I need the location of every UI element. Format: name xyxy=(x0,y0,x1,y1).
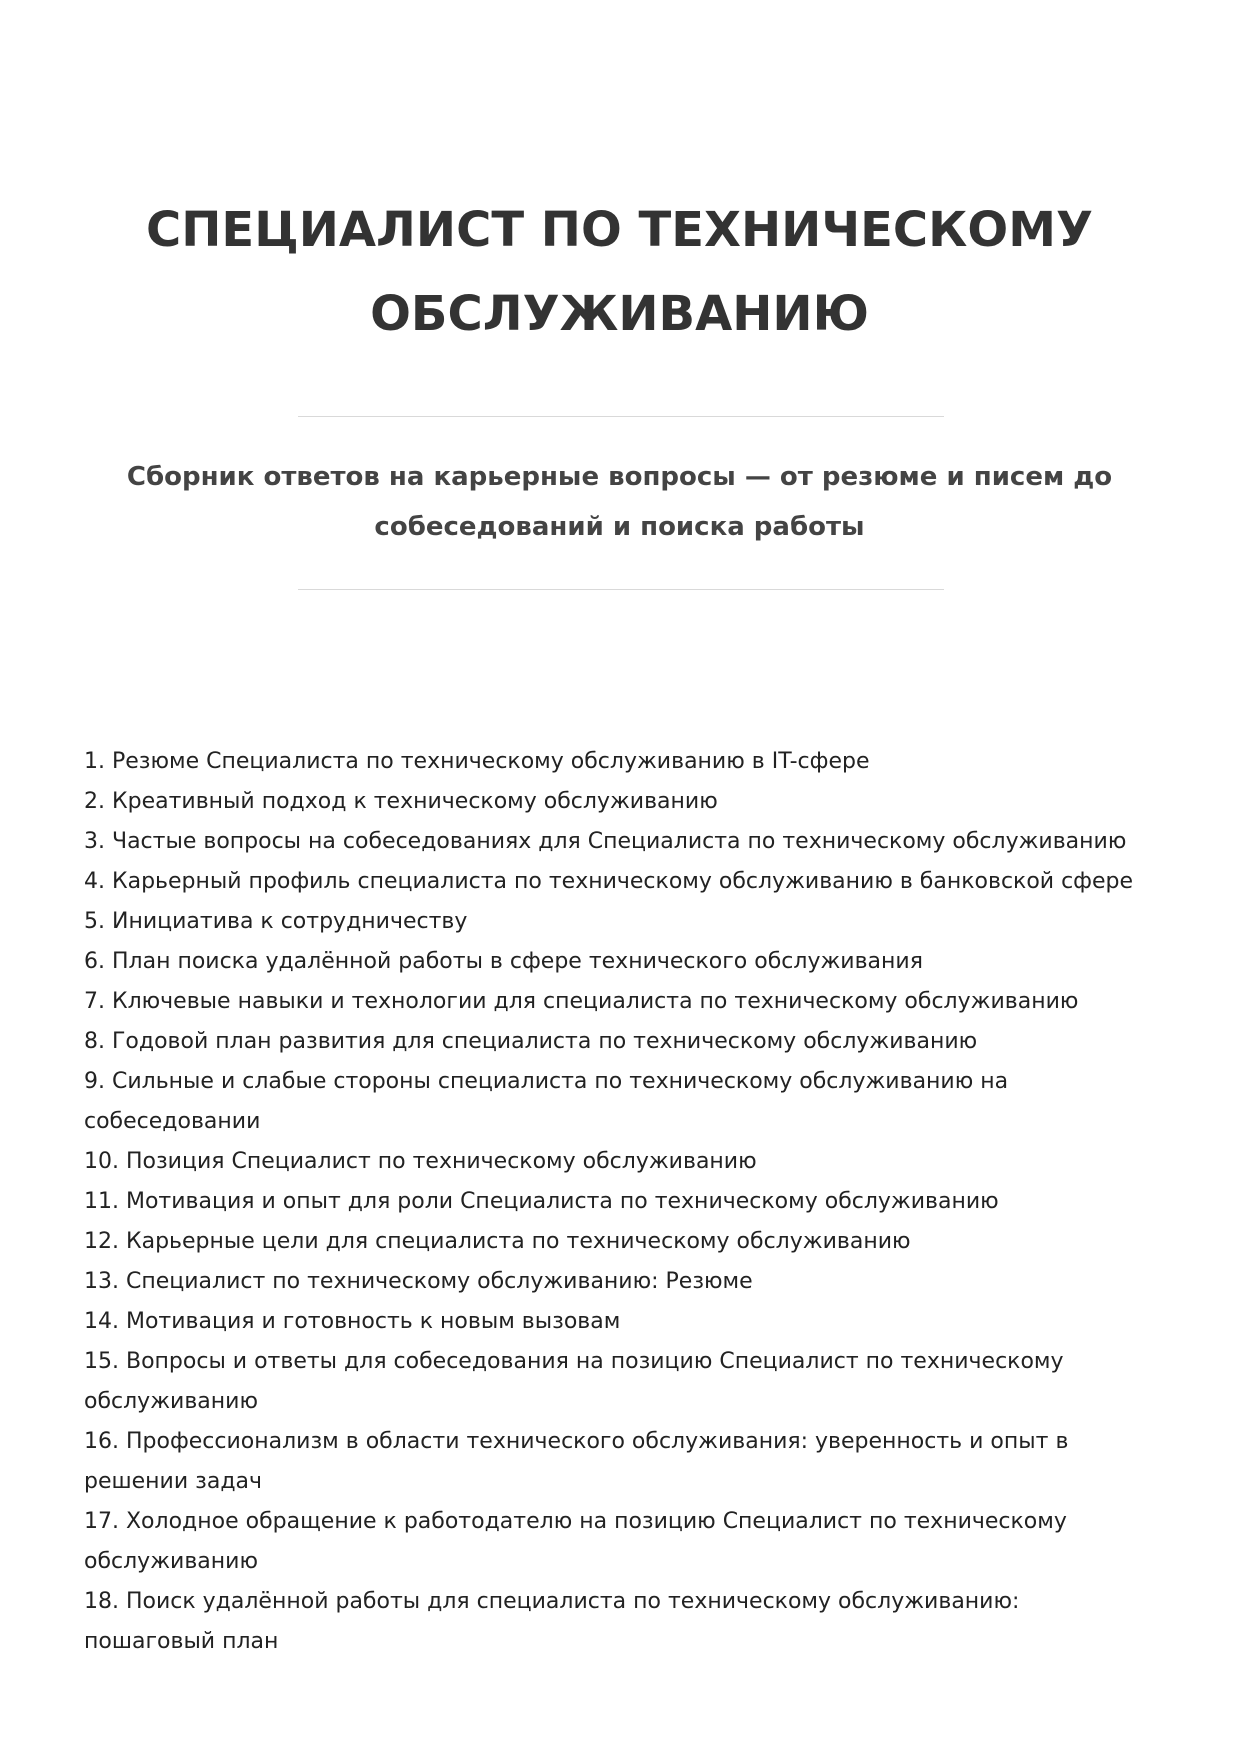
toc-item: 6. План поиска удалённой работы в сфере технического обслуживания xyxy=(84,949,923,974)
bottom-divider xyxy=(298,589,944,590)
toc-item: 4. Карьерный профиль специалиста по техническому обслуживанию в банковской сфере xyxy=(84,869,1134,894)
table-of-contents xyxy=(84,742,1154,1662)
toc-item: 7. Ключевые навыки и технологии для специалиста по техническому обслуживанию xyxy=(84,989,1079,1014)
toc-item: 11. Мотивация и опыт для роли Специалиста по техническому обслуживанию xyxy=(84,1189,999,1214)
toc-item: 18. Поиск удалённой работы для специалиста по техническому обслуживанию: пошаговый план xyxy=(84,1589,1020,1654)
toc-item: 5. Инициатива к сотрудничеству xyxy=(84,909,468,934)
document-subtitle-line-2: собеседований и поиска работы xyxy=(374,512,865,542)
toc-item: 12. Карьерные цели для специалиста по техническому обслуживанию xyxy=(84,1229,911,1254)
toc-item: 10. Позиция Специалист по техническому обслуживанию xyxy=(84,1149,757,1174)
document-title-line-2: ОБСЛУЖИВАНИЮ xyxy=(370,286,869,342)
document-title xyxy=(120,188,1119,356)
toc-item: 13. Специалист по техническому обслуживанию: Резюме xyxy=(84,1269,753,1294)
toc-item: 1. Резюме Специалиста по техническому обслуживанию в IT-сфере xyxy=(84,749,870,774)
toc-item: 15. Вопросы и ответы для собеседования на позицию Специалист по техническому обслуживанию xyxy=(84,1349,1064,1414)
document-subtitle-line-1: Сборник ответов на карьерные вопросы — от резюме и писем до xyxy=(126,462,1113,492)
toc-item: 3. Частые вопросы на собеседованиях для Специалиста по техническому обслуживанию xyxy=(84,829,1127,854)
toc-item: 16. Профессионализм в области технического обслуживания: уверенность и опыт в решении задач xyxy=(84,1429,1069,1494)
toc-item: 8. Годовой план развития для специалиста по техническому обслуживанию xyxy=(84,1029,978,1054)
document-title-line-1: СПЕЦИАЛИСТ ПО ТЕХНИЧЕСКОМУ xyxy=(146,202,1093,258)
top-divider xyxy=(298,416,944,417)
toc-item: 2. Креативный подход к техническому обслуживанию xyxy=(84,789,718,814)
toc-item: 14. Мотивация и готовность к новым вызовам xyxy=(84,1309,621,1334)
toc-item: 9. Сильные и слабые стороны специалиста по техническому обслуживанию на собеседовании xyxy=(84,1069,1009,1134)
toc-item: 17. Холодное обращение к работодателю на позицию Специалист по техническому обслуживанию xyxy=(84,1509,1067,1574)
document-subtitle xyxy=(120,452,1119,552)
